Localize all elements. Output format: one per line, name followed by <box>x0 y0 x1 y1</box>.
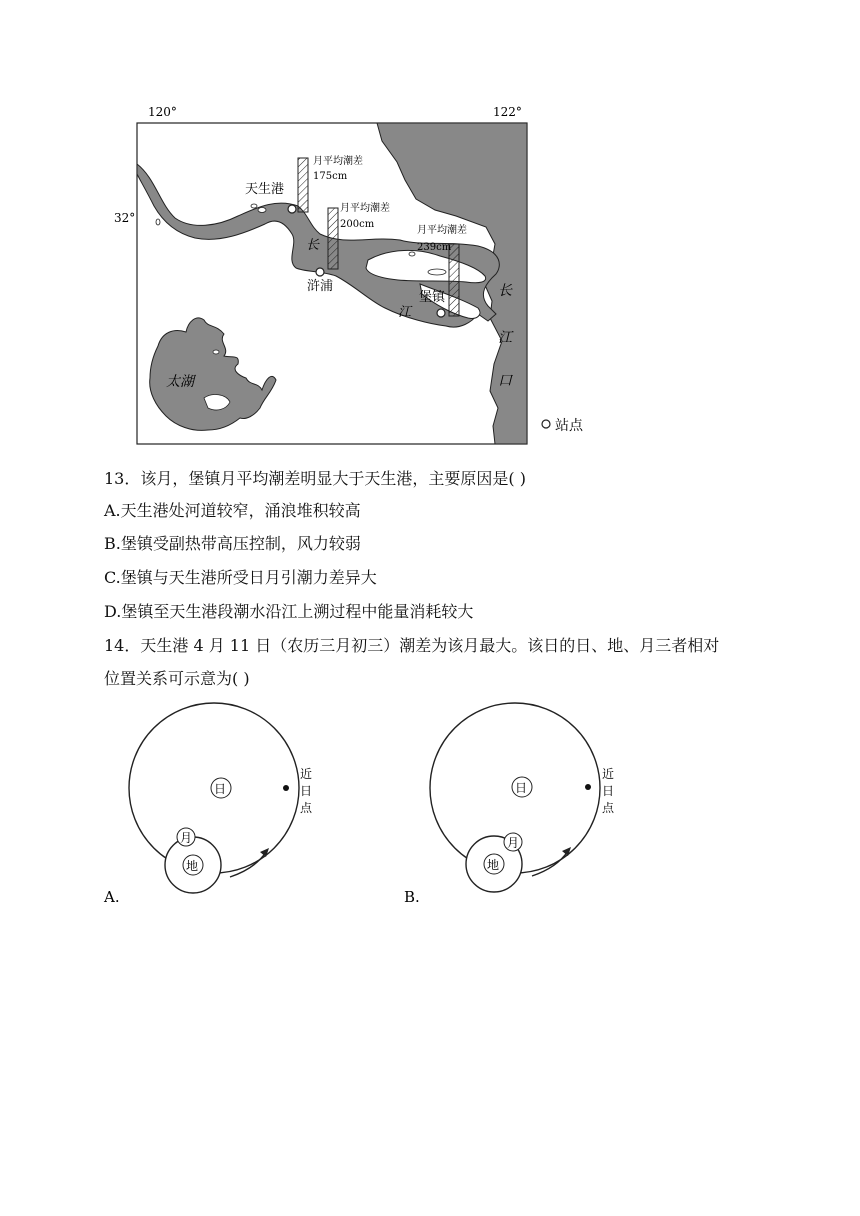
q13-option-a: A.天生港处河道较窄，涌浪堆积较高 <box>104 501 361 520</box>
station-marker <box>316 268 324 276</box>
perihelion-dot <box>283 785 289 791</box>
perihelion-label: 日 <box>602 784 615 798</box>
tide-value: 200cm <box>340 219 375 230</box>
lon-label-122: 122° <box>493 105 522 119</box>
perihelion-label: 点 <box>300 801 313 815</box>
shoal <box>251 204 257 208</box>
river-label: 江 <box>398 305 412 320</box>
lake-label: 太湖 <box>166 374 194 390</box>
tide-bar-xupu <box>328 208 338 269</box>
estuary-label: 口 <box>498 373 512 389</box>
perihelion-label: 点 <box>602 801 615 815</box>
station-name: 天生港 <box>245 182 285 197</box>
revolution-arrow-icon <box>230 852 266 877</box>
perihelion-label: 日 <box>300 784 313 798</box>
lon-label-120: 120° <box>148 105 177 119</box>
earth-label: 地 <box>186 859 199 873</box>
perihelion-label: 近 <box>602 767 615 781</box>
q14-stem-line2: 位置关系可示意为( ) <box>104 669 250 688</box>
tide-label: 月平均潮差 <box>417 225 467 236</box>
perihelion-dot <box>585 784 591 790</box>
option-label: B. <box>404 888 420 906</box>
q14-stem-line1: 14．天生港 4 月 11 日（农历三月初三）潮差为该月最大。该日的日、地、月三者相对 <box>104 636 720 655</box>
q13-option-d: D.堡镇至天生港段潮水沿江上溯过程中能量消耗较大 <box>104 602 474 621</box>
orbit-figure-b <box>400 700 640 910</box>
perihelion-label: 近 <box>300 767 313 781</box>
tide-label: 月平均潮差 <box>313 156 363 167</box>
lat-label-32: 32° <box>114 211 136 225</box>
shoal <box>409 252 415 256</box>
moon-label: 月 <box>507 836 520 850</box>
tide-bar-baozhen <box>449 244 459 316</box>
moon-label: 月 <box>180 831 193 845</box>
legend-label: 站点 <box>555 418 583 434</box>
tide-value: 239cm <box>417 242 452 253</box>
estuary-label: 长 <box>498 283 512 299</box>
arrowhead-icon <box>562 847 571 856</box>
sun-label: 日 <box>214 782 227 796</box>
option-label: A. <box>104 888 120 906</box>
station-name: 浒浦 <box>307 279 334 294</box>
tide-map <box>100 96 620 452</box>
sun-label: 日 <box>515 781 528 795</box>
shoal <box>156 219 160 225</box>
tide-value: 175cm <box>313 171 348 182</box>
station-marker <box>437 309 445 317</box>
q13-stem: 13．该月，堡镇月平均潮差明显大于天生港，主要原因是( ) <box>104 469 526 488</box>
shoal <box>428 269 446 275</box>
earth-label: 地 <box>487 858 500 872</box>
legend-station-icon <box>542 420 550 428</box>
lake-island <box>213 350 219 354</box>
revolution-arrow-icon <box>532 851 568 876</box>
estuary-label: 江 <box>498 330 512 346</box>
arrowhead-icon <box>260 848 269 857</box>
tide-label: 月平均潮差 <box>340 203 390 214</box>
shoal <box>258 208 266 213</box>
river-label: 长 <box>306 238 320 253</box>
station-name: 堡镇 <box>419 290 446 305</box>
orbit-figure-a <box>100 700 340 910</box>
tide-bar-tianshenggang <box>298 158 308 212</box>
station-marker <box>288 205 296 213</box>
q13-option-c: C.堡镇与天生港所受日月引潮力差异大 <box>104 568 377 587</box>
q13-option-b: B.堡镇受副热带高压控制，风力较弱 <box>104 534 361 553</box>
